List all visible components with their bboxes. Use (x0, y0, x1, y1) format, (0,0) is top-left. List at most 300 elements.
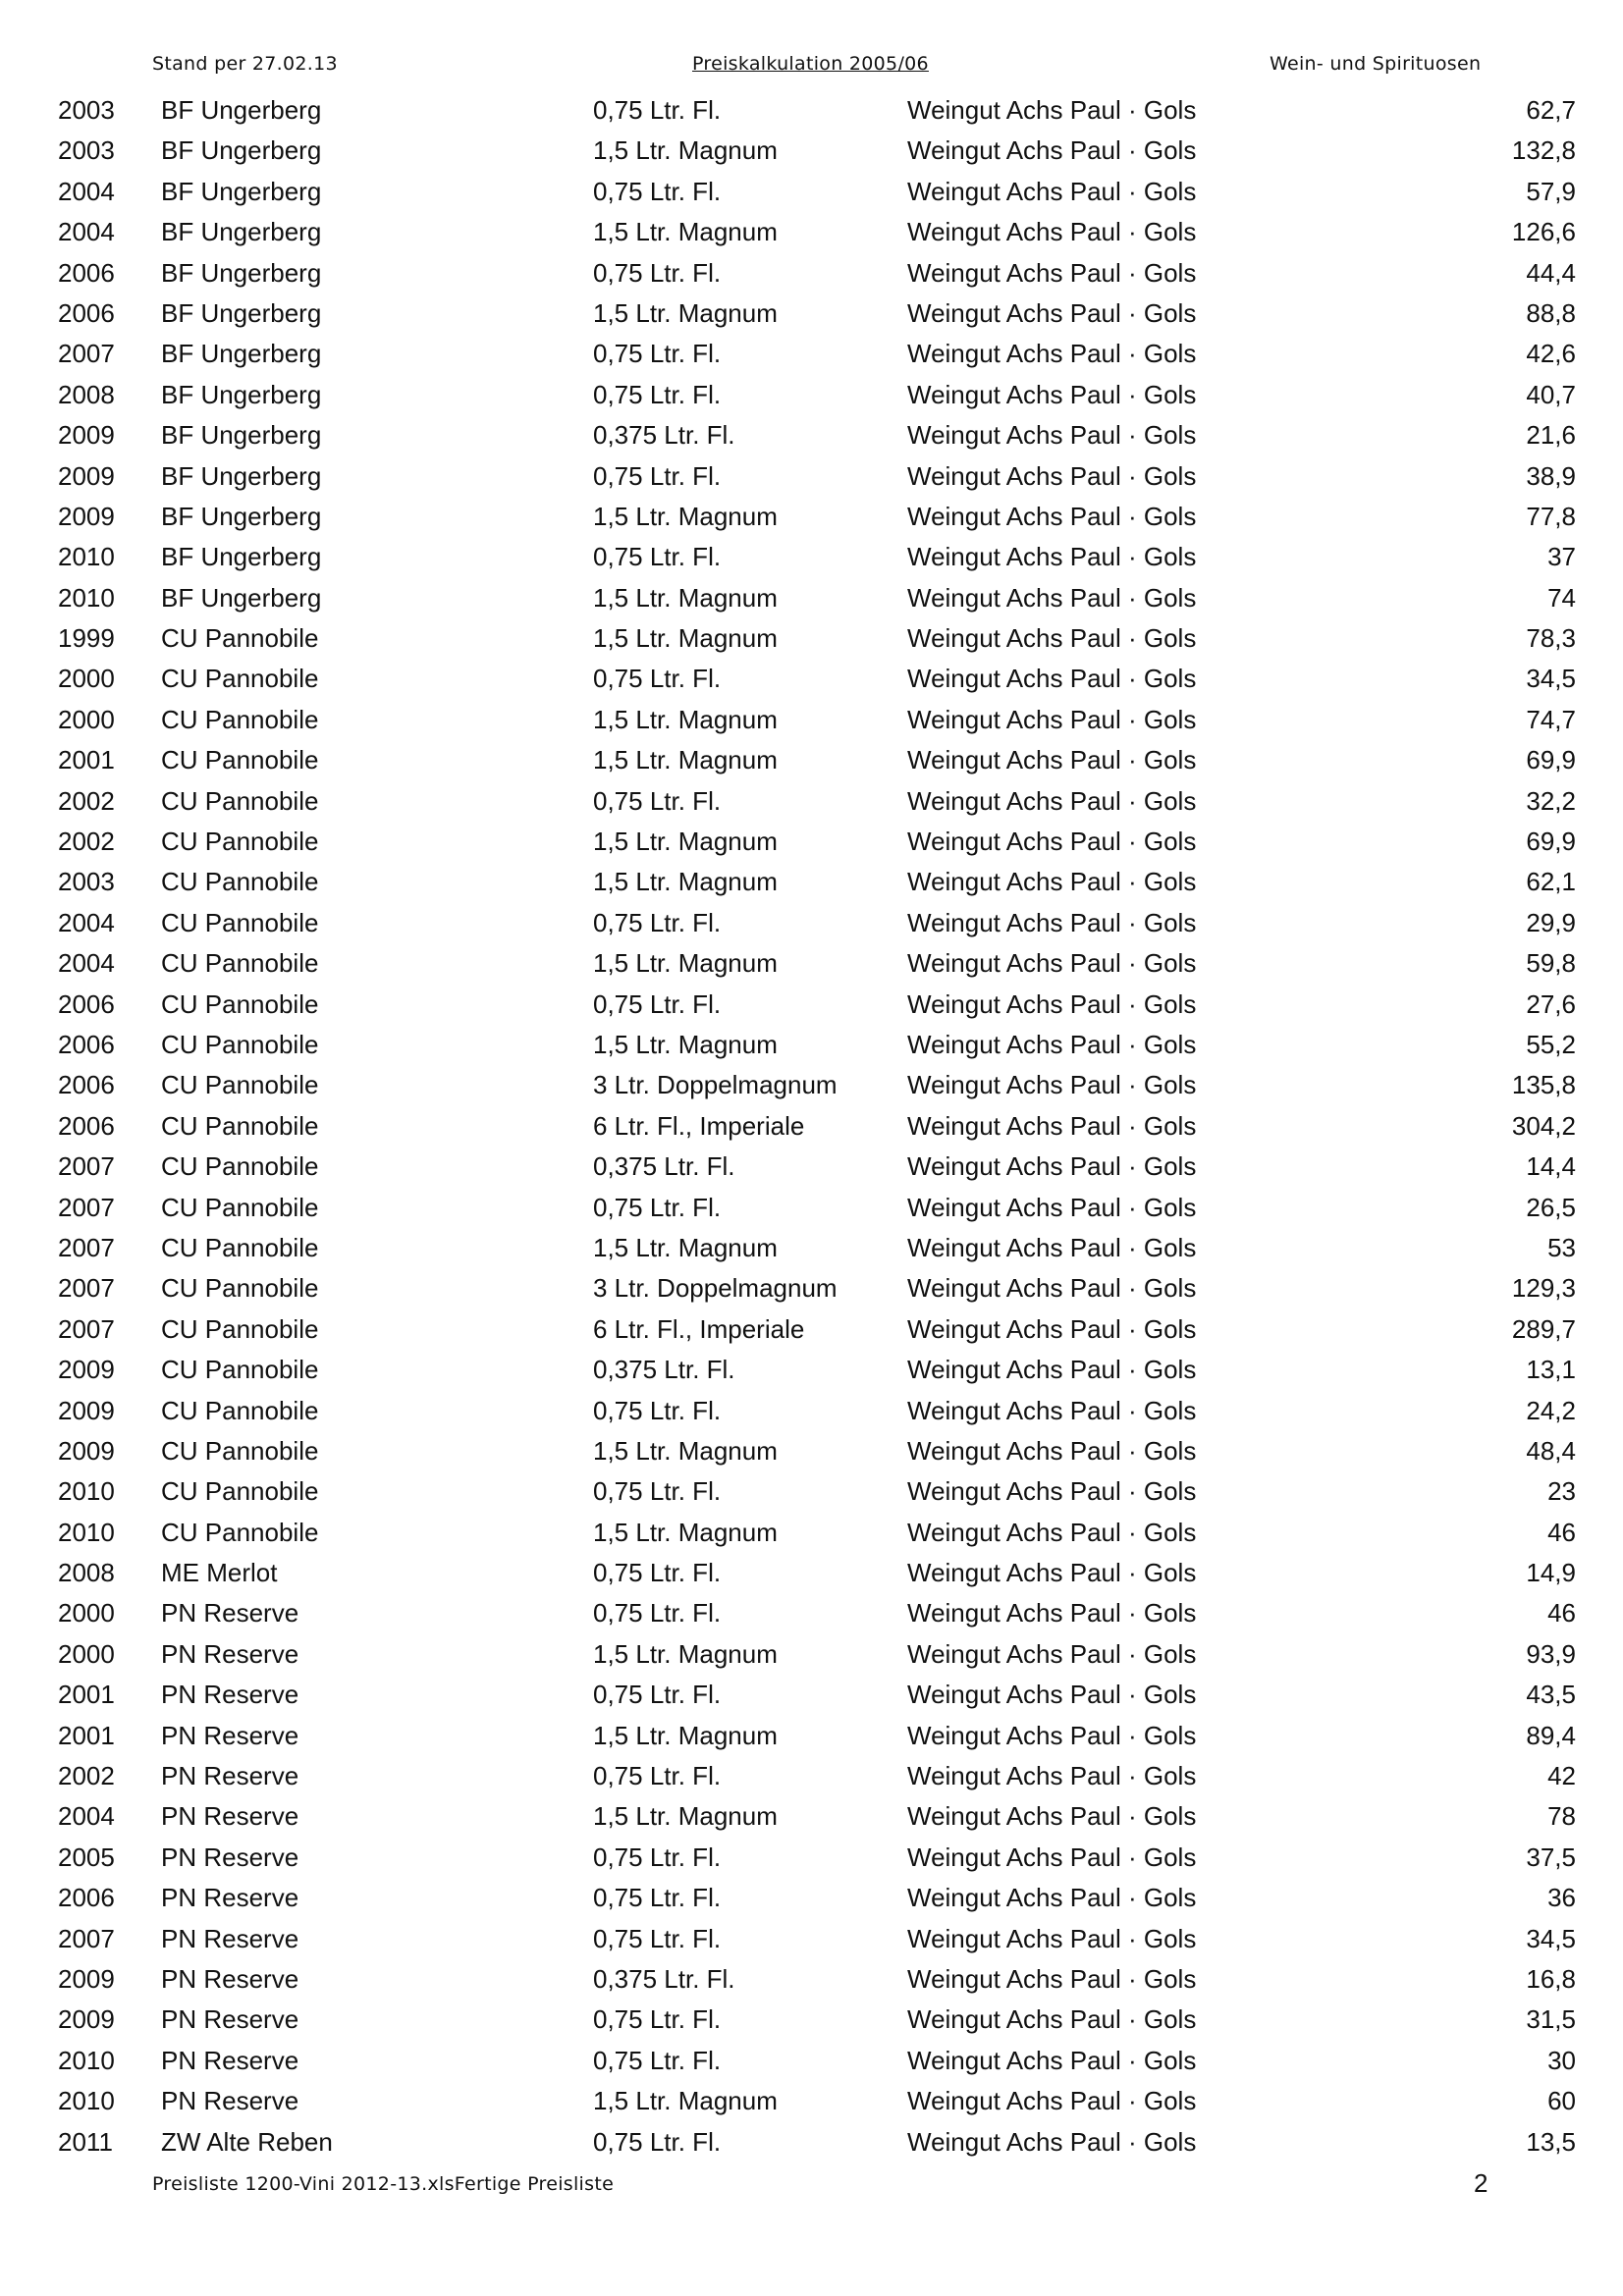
producer-cell: Weingut Achs Paul · Gols (907, 135, 1197, 166)
wine-name-cell: CU Pannobile (161, 1232, 319, 1262)
price-cell: 40,7 (1526, 379, 1576, 409)
price-cell: 88,8 (1526, 297, 1576, 328)
wine-name-cell: PN Reserve (161, 1720, 299, 1750)
wine-name-cell: CU Pannobile (161, 623, 319, 654)
year-cell: 2004 (58, 217, 115, 247)
table-row (0, 862, 1623, 902)
wine-name-cell: CU Pannobile (161, 907, 319, 937)
price-cell: 48,4 (1526, 1435, 1576, 1466)
bottle-size-cell: 0,75 Ltr. Fl. (593, 176, 722, 206)
year-cell: 1999 (58, 623, 115, 654)
table-row (0, 1959, 1623, 2000)
bottle-size-cell: 1,5 Ltr. Magnum (593, 582, 778, 613)
producer-cell: Weingut Achs Paul · Gols (907, 1801, 1197, 1832)
wine-name-cell: PN Reserve (161, 1761, 299, 1791)
year-cell: 2007 (58, 1313, 115, 1344)
wine-name-cell: CU Pannobile (161, 664, 319, 694)
producer-cell: Weingut Achs Paul · Gols (907, 501, 1197, 531)
bottle-size-cell: 0,75 Ltr. Fl. (593, 460, 722, 491)
producer-cell: Weingut Achs Paul · Gols (907, 1517, 1197, 1547)
wine-name-cell: PN Reserve (161, 1598, 299, 1629)
price-cell: 57,9 (1526, 176, 1576, 206)
price-cell: 31,5 (1526, 2004, 1576, 2035)
price-cell: 16,8 (1526, 1963, 1576, 1994)
table-row (0, 415, 1623, 455)
bottle-size-cell: 1,5 Ltr. Magnum (593, 135, 778, 166)
producer-cell: Weingut Achs Paul · Gols (907, 1151, 1197, 1182)
table-row (0, 537, 1623, 577)
price-cell: 21,6 (1526, 420, 1576, 451)
producer-cell: Weingut Achs Paul · Gols (907, 948, 1197, 979)
bottle-size-cell: 0,75 Ltr. Fl. (593, 1680, 722, 1710)
table-row (0, 1716, 1623, 1756)
bottle-size-cell: 6 Ltr. Fl., Imperiale (593, 1110, 805, 1141)
bottle-size-cell: 0,75 Ltr. Fl. (593, 988, 722, 1019)
bottle-size-cell: 1,5 Ltr. Magnum (593, 623, 778, 654)
bottle-size-cell: 0,375 Ltr. Fl. (593, 1963, 735, 1994)
bottle-size-cell: 0,75 Ltr. Fl. (593, 1923, 722, 1953)
bottle-size-cell: 0,75 Ltr. Fl. (593, 1883, 722, 1913)
price-cell: 37 (1547, 542, 1576, 572)
year-cell: 2007 (58, 1923, 115, 1953)
year-cell: 2009 (58, 1395, 115, 1425)
table-row (0, 1471, 1623, 1512)
producer-cell: Weingut Achs Paul · Gols (907, 257, 1197, 288)
price-cell: 13,1 (1526, 1355, 1576, 1385)
wine-name-cell: CU Pannobile (161, 1476, 319, 1507)
wine-name-cell: ZW Alte Reben (161, 2126, 333, 2157)
table-row (0, 456, 1623, 497)
wine-name-cell: BF Ungerberg (161, 176, 322, 206)
price-cell: 38,9 (1526, 460, 1576, 491)
year-cell: 2006 (58, 257, 115, 288)
price-cell: 62,1 (1526, 867, 1576, 897)
table-row (0, 822, 1623, 862)
header-title: Preiskalkulation 2005/06 (692, 53, 929, 75)
bottle-size-cell: 1,5 Ltr. Magnum (593, 1517, 778, 1547)
wine-name-cell: BF Ungerberg (161, 501, 322, 531)
price-cell: 44,4 (1526, 257, 1576, 288)
table-row (0, 781, 1623, 822)
producer-cell: Weingut Achs Paul · Gols (907, 704, 1197, 734)
producer-cell: Weingut Achs Paul · Gols (907, 2086, 1197, 2116)
producer-cell: Weingut Achs Paul · Gols (907, 2126, 1197, 2157)
wine-name-cell: BF Ungerberg (161, 379, 322, 409)
wine-name-cell: BF Ungerberg (161, 257, 322, 288)
table-row (0, 294, 1623, 334)
producer-cell: Weingut Achs Paul · Gols (907, 1395, 1197, 1425)
producer-cell: Weingut Achs Paul · Gols (907, 623, 1197, 654)
bottle-size-cell: 0,375 Ltr. Fl. (593, 1151, 735, 1182)
table-row (0, 1878, 1623, 1918)
table-row (0, 1553, 1623, 1593)
price-cell: 59,8 (1526, 948, 1576, 979)
price-cell: 132,8 (1511, 135, 1576, 166)
producer-cell: Weingut Achs Paul · Gols (907, 1761, 1197, 1791)
bottle-size-cell: 0,75 Ltr. Fl. (593, 907, 722, 937)
table-row (0, 172, 1623, 212)
bottle-size-cell: 0,375 Ltr. Fl. (593, 1355, 735, 1385)
producer-cell: Weingut Achs Paul · Gols (907, 2004, 1197, 2035)
table-row (0, 985, 1623, 1025)
producer-cell: Weingut Achs Paul · Gols (907, 1110, 1197, 1141)
table-row (0, 1106, 1623, 1147)
wine-name-cell: CU Pannobile (161, 1313, 319, 1344)
producer-cell: Weingut Achs Paul · Gols (907, 867, 1197, 897)
producer-cell: Weingut Achs Paul · Gols (907, 95, 1197, 125)
year-cell: 2009 (58, 1963, 115, 1994)
table-row (0, 497, 1623, 537)
price-cell: 55,2 (1526, 1029, 1576, 1059)
bottle-size-cell: 0,75 Ltr. Fl. (593, 1598, 722, 1629)
producer-cell: Weingut Achs Paul · Gols (907, 582, 1197, 613)
wine-name-cell: PN Reserve (161, 2045, 299, 2075)
wine-name-cell: CU Pannobile (161, 1110, 319, 1141)
bottle-size-cell: 0,375 Ltr. Fl. (593, 420, 735, 451)
producer-cell: Weingut Achs Paul · Gols (907, 1598, 1197, 1629)
wine-name-cell: PN Reserve (161, 1963, 299, 1994)
table-row (0, 700, 1623, 740)
table-row (0, 334, 1623, 374)
bottle-size-cell: 1,5 Ltr. Magnum (593, 745, 778, 775)
price-cell: 14,4 (1526, 1151, 1576, 1182)
year-cell: 2004 (58, 948, 115, 979)
producer-cell: Weingut Achs Paul · Gols (907, 1638, 1197, 1669)
price-cell: 69,9 (1526, 745, 1576, 775)
bottle-size-cell: 3 Ltr. Doppelmagnum (593, 1273, 838, 1304)
bottle-size-cell: 1,5 Ltr. Magnum (593, 1435, 778, 1466)
price-cell: 60 (1547, 2086, 1576, 2116)
wine-name-cell: BF Ungerberg (161, 217, 322, 247)
price-cell: 14,9 (1526, 1558, 1576, 1588)
price-cell: 74 (1547, 582, 1576, 613)
table-row (0, 2000, 1623, 2040)
producer-cell: Weingut Achs Paul · Gols (907, 785, 1197, 816)
producer-cell: Weingut Achs Paul · Gols (907, 379, 1197, 409)
price-cell: 26,5 (1526, 1192, 1576, 1222)
bottle-size-cell: 0,75 Ltr. Fl. (593, 1842, 722, 1872)
bottle-size-cell: 1,5 Ltr. Magnum (593, 501, 778, 531)
bottle-size-cell: 1,5 Ltr. Magnum (593, 1232, 778, 1262)
wine-name-cell: BF Ungerberg (161, 460, 322, 491)
price-cell: 46 (1547, 1517, 1576, 1547)
table-row (0, 1391, 1623, 1431)
table-row (0, 1268, 1623, 1308)
table-row (0, 1025, 1623, 1065)
producer-cell: Weingut Achs Paul · Gols (907, 1963, 1197, 1994)
table-row (0, 943, 1623, 984)
bottle-size-cell: 1,5 Ltr. Magnum (593, 704, 778, 734)
producer-cell: Weingut Achs Paul · Gols (907, 827, 1197, 857)
year-cell: 2006 (58, 1070, 115, 1100)
bottle-size-cell: 0,75 Ltr. Fl. (593, 95, 722, 125)
bottle-size-cell: 1,5 Ltr. Magnum (593, 1029, 778, 1059)
year-cell: 2006 (58, 1883, 115, 1913)
table-row (0, 1065, 1623, 1105)
year-cell: 2011 (58, 2126, 113, 2157)
wine-name-cell: CU Pannobile (161, 1151, 319, 1182)
year-cell: 2000 (58, 704, 115, 734)
year-cell: 2009 (58, 2004, 115, 2035)
table-row (0, 1147, 1623, 1187)
producer-cell: Weingut Achs Paul · Gols (907, 988, 1197, 1019)
year-cell: 2006 (58, 1029, 115, 1059)
table-row (0, 1675, 1623, 1715)
table-row (0, 1228, 1623, 1268)
table-row (0, 578, 1623, 618)
wine-name-cell: CU Pannobile (161, 1273, 319, 1304)
wine-name-cell: CU Pannobile (161, 1435, 319, 1466)
bottle-size-cell: 0,75 Ltr. Fl. (593, 1558, 722, 1588)
price-cell: 129,3 (1511, 1273, 1576, 1304)
price-cell: 24,2 (1526, 1395, 1576, 1425)
producer-cell: Weingut Achs Paul · Gols (907, 339, 1197, 369)
producer-cell: Weingut Achs Paul · Gols (907, 1923, 1197, 1953)
year-cell: 2002 (58, 785, 115, 816)
wine-name-cell: BF Ungerberg (161, 582, 322, 613)
wine-name-cell: BF Ungerberg (161, 339, 322, 369)
table-row (0, 212, 1623, 252)
producer-cell: Weingut Achs Paul · Gols (907, 745, 1197, 775)
price-cell: 43,5 (1526, 1680, 1576, 1710)
table-row (0, 1431, 1623, 1471)
producer-cell: Weingut Achs Paul · Gols (907, 2045, 1197, 2075)
wine-name-cell: CU Pannobile (161, 745, 319, 775)
table-row (0, 1838, 1623, 1878)
producer-cell: Weingut Achs Paul · Gols (907, 1273, 1197, 1304)
producer-cell: Weingut Achs Paul · Gols (907, 1842, 1197, 1872)
producer-cell: Weingut Achs Paul · Gols (907, 1070, 1197, 1100)
producer-cell: Weingut Achs Paul · Gols (907, 1313, 1197, 1344)
year-cell: 2010 (58, 1476, 115, 1507)
year-cell: 2003 (58, 135, 115, 166)
price-cell: 77,8 (1526, 501, 1576, 531)
year-cell: 2001 (58, 1720, 115, 1750)
price-cell: 42 (1547, 1761, 1576, 1791)
wine-name-cell: CU Pannobile (161, 948, 319, 979)
price-cell: 23 (1547, 1476, 1576, 1507)
bottle-size-cell: 0,75 Ltr. Fl. (593, 785, 722, 816)
table-row (0, 1188, 1623, 1228)
year-cell: 2001 (58, 745, 115, 775)
wine-name-cell: PN Reserve (161, 2086, 299, 2116)
price-cell: 32,2 (1526, 785, 1576, 816)
bottle-size-cell: 0,75 Ltr. Fl. (593, 339, 722, 369)
bottle-size-cell: 0,75 Ltr. Fl. (593, 1192, 722, 1222)
table-row (0, 2122, 1623, 2163)
table-row (0, 90, 1623, 131)
price-cell: 74,7 (1526, 704, 1576, 734)
producer-cell: Weingut Achs Paul · Gols (907, 460, 1197, 491)
price-cell: 304,2 (1511, 1110, 1576, 1141)
wine-name-cell: CU Pannobile (161, 1192, 319, 1222)
year-cell: 2002 (58, 827, 115, 857)
producer-cell: Weingut Achs Paul · Gols (907, 1720, 1197, 1750)
table-row (0, 740, 1623, 780)
price-cell: 126,6 (1511, 217, 1576, 247)
wine-name-cell: CU Pannobile (161, 988, 319, 1019)
page-number: 2 (1474, 2168, 1488, 2198)
wine-name-cell: BF Ungerberg (161, 542, 322, 572)
year-cell: 2010 (58, 542, 115, 572)
year-cell: 2006 (58, 1110, 115, 1141)
bottle-size-cell: 0,75 Ltr. Fl. (593, 2045, 722, 2075)
year-cell: 2000 (58, 1638, 115, 1669)
bottle-size-cell: 1,5 Ltr. Magnum (593, 827, 778, 857)
year-cell: 2007 (58, 1232, 115, 1262)
table-row (0, 1350, 1623, 1390)
bottle-size-cell: 0,75 Ltr. Fl. (593, 1761, 722, 1791)
producer-cell: Weingut Achs Paul · Gols (907, 1232, 1197, 1262)
wine-name-cell: CU Pannobile (161, 827, 319, 857)
producer-cell: Weingut Achs Paul · Gols (907, 420, 1197, 451)
table-row (0, 375, 1623, 415)
table-row (0, 1634, 1623, 1675)
wine-name-cell: PN Reserve (161, 1842, 299, 1872)
bottle-size-cell: 1,5 Ltr. Magnum (593, 217, 778, 247)
price-cell: 53 (1547, 1232, 1576, 1262)
year-cell: 2009 (58, 420, 115, 451)
bottle-size-cell: 1,5 Ltr. Magnum (593, 1801, 778, 1832)
price-cell: 27,6 (1526, 988, 1576, 1019)
price-cell: 37,5 (1526, 1842, 1576, 1872)
wine-name-cell: PN Reserve (161, 1923, 299, 1953)
header-date: Stand per 27.02.13 (152, 53, 338, 75)
year-cell: 2009 (58, 460, 115, 491)
wine-name-cell: BF Ungerberg (161, 135, 322, 166)
wine-name-cell: PN Reserve (161, 1638, 299, 1669)
bottle-size-cell: 6 Ltr. Fl., Imperiale (593, 1313, 805, 1344)
producer-cell: Weingut Achs Paul · Gols (907, 542, 1197, 572)
footer-filename: Preisliste 1200-Vini 2012-13.xlsFertige Preisliste (152, 2173, 615, 2195)
bottle-size-cell: 1,5 Ltr. Magnum (593, 2086, 778, 2116)
year-cell: 2007 (58, 339, 115, 369)
wine-name-cell: PN Reserve (161, 2004, 299, 2035)
table-row (0, 1919, 1623, 1959)
wine-name-cell: ME Merlot (161, 1558, 278, 1588)
bottle-size-cell: 0,75 Ltr. Fl. (593, 257, 722, 288)
wine-name-cell: BF Ungerberg (161, 420, 322, 451)
year-cell: 2000 (58, 1598, 115, 1629)
year-cell: 2005 (58, 1842, 115, 1872)
wine-name-cell: CU Pannobile (161, 785, 319, 816)
year-cell: 2009 (58, 501, 115, 531)
producer-cell: Weingut Achs Paul · Gols (907, 907, 1197, 937)
wine-name-cell: CU Pannobile (161, 1517, 319, 1547)
year-cell: 2009 (58, 1435, 115, 1466)
year-cell: 2007 (58, 1192, 115, 1222)
table-row (0, 1513, 1623, 1553)
bottle-size-cell: 0,75 Ltr. Fl. (593, 1476, 722, 1507)
producer-cell: Weingut Achs Paul · Gols (907, 217, 1197, 247)
table-row (0, 903, 1623, 943)
year-cell: 2003 (58, 867, 115, 897)
year-cell: 2006 (58, 297, 115, 328)
producer-cell: Weingut Achs Paul · Gols (907, 1029, 1197, 1059)
price-cell: 46 (1547, 1598, 1576, 1629)
bottle-size-cell: 0,75 Ltr. Fl. (593, 542, 722, 572)
wine-name-cell: CU Pannobile (161, 1029, 319, 1059)
wine-name-cell: CU Pannobile (161, 867, 319, 897)
bottle-size-cell: 0,75 Ltr. Fl. (593, 1395, 722, 1425)
header-category: Wein- und Spirituosen (1270, 53, 1482, 75)
bottle-size-cell: 0,75 Ltr. Fl. (593, 2004, 722, 2035)
price-cell: 93,9 (1526, 1638, 1576, 1669)
year-cell: 2010 (58, 582, 115, 613)
bottle-size-cell: 1,5 Ltr. Magnum (593, 1720, 778, 1750)
wine-name-cell: PN Reserve (161, 1680, 299, 1710)
producer-cell: Weingut Achs Paul · Gols (907, 664, 1197, 694)
bottle-size-cell: 0,75 Ltr. Fl. (593, 664, 722, 694)
producer-cell: Weingut Achs Paul · Gols (907, 1355, 1197, 1385)
year-cell: 2008 (58, 379, 115, 409)
producer-cell: Weingut Achs Paul · Gols (907, 1476, 1197, 1507)
price-cell: 289,7 (1511, 1313, 1576, 1344)
price-cell: 69,9 (1526, 827, 1576, 857)
year-cell: 2001 (58, 1680, 115, 1710)
bottle-size-cell: 0,75 Ltr. Fl. (593, 379, 722, 409)
wine-name-cell: PN Reserve (161, 1801, 299, 1832)
year-cell: 2003 (58, 95, 115, 125)
price-cell: 42,6 (1526, 339, 1576, 369)
producer-cell: Weingut Achs Paul · Gols (907, 1680, 1197, 1710)
price-cell: 78 (1547, 1801, 1576, 1832)
wine-name-cell: CU Pannobile (161, 704, 319, 734)
table-row (0, 1796, 1623, 1837)
year-cell: 2010 (58, 1517, 115, 1547)
year-cell: 2008 (58, 1558, 115, 1588)
producer-cell: Weingut Achs Paul · Gols (907, 1558, 1197, 1588)
year-cell: 2010 (58, 2045, 115, 2075)
year-cell: 2009 (58, 1355, 115, 1385)
price-table (0, 90, 1623, 2163)
price-cell: 30 (1547, 2045, 1576, 2075)
producer-cell: Weingut Achs Paul · Gols (907, 297, 1197, 328)
wine-name-cell: CU Pannobile (161, 1355, 319, 1385)
table-row (0, 2081, 1623, 2121)
producer-cell: Weingut Achs Paul · Gols (907, 1192, 1197, 1222)
price-cell: 36 (1547, 1883, 1576, 1913)
table-row (0, 618, 1623, 659)
producer-cell: Weingut Achs Paul · Gols (907, 1435, 1197, 1466)
bottle-size-cell: 0,75 Ltr. Fl. (593, 2126, 722, 2157)
price-cell: 135,8 (1511, 1070, 1576, 1100)
year-cell: 2010 (58, 2086, 115, 2116)
price-cell: 78,3 (1526, 623, 1576, 654)
table-row (0, 2041, 1623, 2081)
bottle-size-cell: 1,5 Ltr. Magnum (593, 867, 778, 897)
table-row (0, 1593, 1623, 1633)
producer-cell: Weingut Achs Paul · Gols (907, 176, 1197, 206)
year-cell: 2002 (58, 1761, 115, 1791)
wine-name-cell: BF Ungerberg (161, 95, 322, 125)
bottle-size-cell: 3 Ltr. Doppelmagnum (593, 1070, 838, 1100)
producer-cell: Weingut Achs Paul · Gols (907, 1883, 1197, 1913)
year-cell: 2004 (58, 176, 115, 206)
bottle-size-cell: 1,5 Ltr. Magnum (593, 297, 778, 328)
price-cell: 62,7 (1526, 95, 1576, 125)
wine-name-cell: BF Ungerberg (161, 297, 322, 328)
table-row (0, 659, 1623, 699)
year-cell: 2007 (58, 1273, 115, 1304)
table-row (0, 1309, 1623, 1350)
year-cell: 2004 (58, 907, 115, 937)
price-cell: 89,4 (1526, 1720, 1576, 1750)
year-cell: 2006 (58, 988, 115, 1019)
table-row (0, 131, 1623, 171)
bottle-size-cell: 1,5 Ltr. Magnum (593, 1638, 778, 1669)
year-cell: 2004 (58, 1801, 115, 1832)
